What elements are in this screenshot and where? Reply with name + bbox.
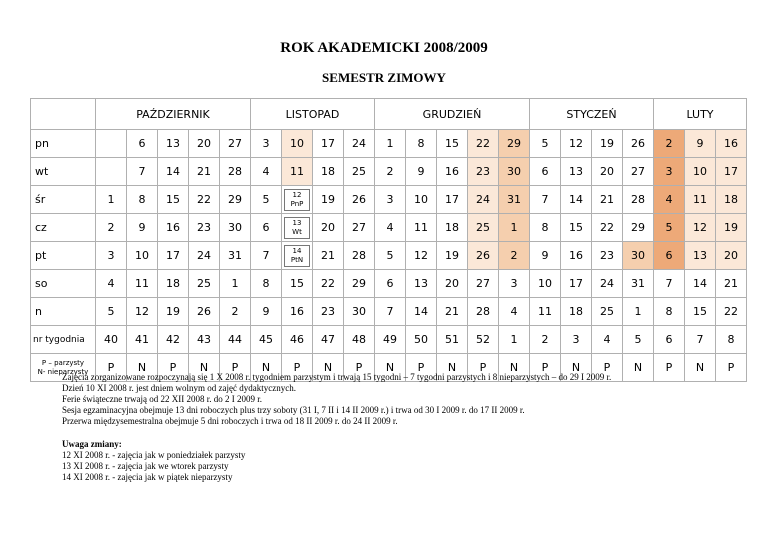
day-cell: 24	[189, 242, 220, 270]
day-cell: 52	[468, 326, 499, 354]
day-cell: 11	[685, 186, 716, 214]
day-cell: 31	[623, 270, 654, 298]
day-cell: P	[220, 354, 251, 382]
day-cell: 19	[437, 242, 468, 270]
day-cell: N	[313, 354, 344, 382]
day-cell: 19	[592, 130, 623, 158]
day-cell: 18	[716, 186, 747, 214]
day-cell: N	[375, 354, 406, 382]
day-cell: 16	[158, 214, 189, 242]
day-cell: 10	[530, 270, 561, 298]
day-cell: 26	[468, 242, 499, 270]
day-cell: P	[96, 354, 127, 382]
day-cell: N	[685, 354, 716, 382]
day-cell: 3	[251, 130, 282, 158]
day-cell: 47	[313, 326, 344, 354]
day-cell: 31	[220, 242, 251, 270]
day-cell: 22	[313, 270, 344, 298]
day-cell: 28	[468, 298, 499, 326]
day-cell: 13	[158, 130, 189, 158]
day-cell: 9	[251, 298, 282, 326]
day-cell: 1	[623, 298, 654, 326]
day-cell: 24	[592, 270, 623, 298]
day-cell: 15	[437, 130, 468, 158]
row-label: nr tygodnia	[31, 326, 96, 354]
day-cell: 5	[654, 214, 685, 242]
day-cell: 4	[251, 158, 282, 186]
change-line: 12 XI 2008 r. - zajęcia jak w poniedziałek parzysty	[62, 450, 246, 460]
day-cell: 15	[282, 270, 313, 298]
day-cell: 23	[468, 158, 499, 186]
day-cell: 6	[654, 242, 685, 270]
day-cell: N	[127, 354, 158, 382]
day-cell: 17	[313, 130, 344, 158]
day-cell: 8	[530, 214, 561, 242]
calendar-row	[31, 326, 747, 354]
day-cell: 17	[561, 270, 592, 298]
day-cell	[282, 186, 313, 214]
day-cell: 23	[313, 298, 344, 326]
page-title: ROK AKADEMICKI 2008/2009	[280, 40, 488, 56]
day-cell: 6	[251, 214, 282, 242]
day-cell: 4	[654, 186, 685, 214]
day-cell: 6	[654, 326, 685, 354]
day-cell: 19	[313, 186, 344, 214]
notes-section	[62, 372, 752, 483]
day-cell: 9	[406, 158, 437, 186]
day-cell: 45	[251, 326, 282, 354]
day-cell: P	[468, 354, 499, 382]
day-cell: 21	[189, 158, 220, 186]
day-cell: 7	[251, 242, 282, 270]
calendar-row	[31, 298, 747, 326]
calendar-row	[31, 270, 747, 298]
month-header: STYCZEŃ	[530, 99, 654, 130]
day-cell: 15	[561, 214, 592, 242]
day-cell: 49	[375, 326, 406, 354]
note-line: Przerwa międzysemestralna obejmuje 5 dni roboczych i trwa od 18 II 2009 r. do 24 II 2009 r.	[62, 416, 398, 426]
day-cell: 16	[437, 158, 468, 186]
day-cell: 26	[623, 130, 654, 158]
day-cell: 14	[158, 158, 189, 186]
day-cell: 27	[344, 214, 375, 242]
changed-day-number: 14	[292, 246, 302, 255]
day-cell: P	[406, 354, 437, 382]
day-cell: 4	[592, 326, 623, 354]
day-cell: 48	[344, 326, 375, 354]
day-cell: 20	[437, 270, 468, 298]
day-cell: P	[592, 354, 623, 382]
day-cell: 25	[592, 298, 623, 326]
day-cell: 20	[189, 130, 220, 158]
day-cell: 2	[499, 242, 530, 270]
day-cell: 21	[437, 298, 468, 326]
changed-day-number: 12	[292, 190, 302, 199]
day-cell: 25	[189, 270, 220, 298]
day-cell: 30	[220, 214, 251, 242]
calendar-row	[31, 242, 747, 270]
day-cell: 10	[685, 158, 716, 186]
day-cell: 17	[716, 158, 747, 186]
day-cell	[96, 158, 127, 186]
day-cell: 17	[158, 242, 189, 270]
day-cell: 3	[499, 270, 530, 298]
calendar-table	[30, 98, 747, 382]
changed-day-number: 13	[292, 218, 302, 227]
day-cell: 13	[561, 158, 592, 186]
day-cell: 3	[561, 326, 592, 354]
day-cell: 26	[189, 298, 220, 326]
changed-day-box	[284, 217, 310, 239]
day-cell: 3	[375, 186, 406, 214]
day-cell: 22	[592, 214, 623, 242]
calendar-row	[31, 158, 747, 186]
day-cell: 5	[96, 298, 127, 326]
row-label: pt	[31, 242, 96, 270]
row-label: so	[31, 270, 96, 298]
day-cell: P	[282, 354, 313, 382]
day-cell: 4	[375, 214, 406, 242]
day-cell: 6	[127, 130, 158, 158]
month-header: LUTY	[654, 99, 747, 130]
day-cell: 14	[406, 298, 437, 326]
day-cell: 16	[282, 298, 313, 326]
day-cell: 3	[96, 242, 127, 270]
day-cell: 7	[654, 270, 685, 298]
day-cell: 10	[282, 130, 313, 158]
month-header-row	[31, 99, 747, 130]
day-cell: 3	[654, 158, 685, 186]
changed-day-box	[284, 245, 310, 267]
day-cell: 14	[561, 186, 592, 214]
day-cell: 22	[189, 186, 220, 214]
day-cell: 29	[344, 270, 375, 298]
day-cell	[282, 214, 313, 242]
day-cell: 25	[344, 158, 375, 186]
day-cell: 8	[654, 298, 685, 326]
day-cell: N	[251, 354, 282, 382]
day-cell: N	[499, 354, 530, 382]
changes-title: Uwaga zmiany:	[62, 439, 122, 449]
day-cell: 30	[623, 242, 654, 270]
day-cell: 8	[406, 130, 437, 158]
row-label: P – parzysty N- nieparzysty	[31, 354, 96, 382]
calendar-row	[31, 186, 747, 214]
day-cell: 16	[716, 130, 747, 158]
day-cell: 12	[685, 214, 716, 242]
day-cell: 1	[499, 326, 530, 354]
day-cell: P	[716, 354, 747, 382]
corner-cell	[31, 99, 96, 130]
semester-subtitle: SEMESTR ZIMOWY	[322, 70, 446, 85]
row-label: pn	[31, 130, 96, 158]
day-cell: 8	[127, 186, 158, 214]
day-cell: 13	[685, 242, 716, 270]
day-cell: 21	[592, 186, 623, 214]
day-cell: 2	[96, 214, 127, 242]
day-cell: 7	[127, 158, 158, 186]
day-cell: 20	[313, 214, 344, 242]
day-cell: 2	[220, 298, 251, 326]
changed-day-code: PnP	[290, 199, 304, 208]
changed-day-box	[284, 189, 310, 211]
day-cell: P	[530, 354, 561, 382]
day-cell: 2	[375, 158, 406, 186]
change-line: 13 XI 2008 r. - zajęcia jak we wtorek parzysty	[62, 461, 229, 471]
day-cell: 2	[530, 326, 561, 354]
day-cell: 11	[282, 158, 313, 186]
day-cell: 11	[127, 270, 158, 298]
day-cell: 14	[685, 270, 716, 298]
day-cell: 11	[406, 214, 437, 242]
day-cell: 12	[561, 130, 592, 158]
note-line: Zajęcia zorganizowane rozpoczynają się 1 X 2008 r. tygodniem parzystym i trwają 15 tygodni – 7 tygodni parzystych i 8 nieparzystych – do 29 I 2009 r.	[62, 372, 612, 382]
day-cell: 41	[127, 326, 158, 354]
day-cell: 27	[623, 158, 654, 186]
day-cell: 29	[220, 186, 251, 214]
day-cell: 1	[499, 214, 530, 242]
day-cell: 28	[623, 186, 654, 214]
day-cell: 7	[530, 186, 561, 214]
day-cell: P	[654, 354, 685, 382]
day-cell: 9	[530, 242, 561, 270]
row-label: wt	[31, 158, 96, 186]
changed-day-code: Wt	[292, 227, 302, 236]
day-cell: 1	[96, 186, 127, 214]
changed-day-code: PtN	[290, 255, 304, 264]
note-line: Dzień 10 XI 2008 r. jest dniem wolnym od zajęć dydaktycznych.	[62, 383, 296, 393]
day-cell: 23	[592, 242, 623, 270]
day-cell: 22	[716, 298, 747, 326]
day-cell: 5	[375, 242, 406, 270]
day-cell: 20	[716, 242, 747, 270]
day-cell: 21	[716, 270, 747, 298]
day-cell: 24	[468, 186, 499, 214]
change-line: 14 XI 2008 r. - zajęcia jak w piątek nieparzysty	[62, 472, 233, 482]
day-cell: 51	[437, 326, 468, 354]
day-cell: 5	[623, 326, 654, 354]
day-cell: 6	[530, 158, 561, 186]
day-cell: 10	[127, 242, 158, 270]
month-header: GRUDZIEŃ	[375, 99, 530, 130]
day-cell: 15	[685, 298, 716, 326]
day-cell: 19	[716, 214, 747, 242]
day-cell: 26	[344, 186, 375, 214]
day-cell: N	[561, 354, 592, 382]
day-cell: 29	[623, 214, 654, 242]
day-cell: 19	[158, 298, 189, 326]
day-cell: 21	[313, 242, 344, 270]
row-label: śr	[31, 186, 96, 214]
day-cell: 4	[499, 298, 530, 326]
day-cell: 16	[561, 242, 592, 270]
day-cell: 2	[654, 130, 685, 158]
day-cell: 4	[96, 270, 127, 298]
day-cell: 18	[437, 214, 468, 242]
day-cell: N	[189, 354, 220, 382]
day-cell: 28	[220, 158, 251, 186]
day-cell: 7	[375, 298, 406, 326]
day-cell: 42	[158, 326, 189, 354]
row-label: cz	[31, 214, 96, 242]
month-header: PAŹDZIERNIK	[96, 99, 251, 130]
day-cell: 29	[499, 130, 530, 158]
day-cell: 17	[437, 186, 468, 214]
day-cell: 18	[313, 158, 344, 186]
day-cell: 50	[406, 326, 437, 354]
day-cell: 12	[127, 298, 158, 326]
day-cell	[282, 242, 313, 270]
day-cell: 18	[561, 298, 592, 326]
day-cell: 8	[251, 270, 282, 298]
day-cell: 1	[375, 130, 406, 158]
day-cell: 46	[282, 326, 313, 354]
day-cell: 18	[158, 270, 189, 298]
day-cell: N	[623, 354, 654, 382]
day-cell: 28	[344, 242, 375, 270]
day-cell: 10	[406, 186, 437, 214]
row-label: n	[31, 298, 96, 326]
day-cell: 20	[592, 158, 623, 186]
day-cell: 27	[468, 270, 499, 298]
day-cell: 31	[499, 186, 530, 214]
day-cell: 43	[189, 326, 220, 354]
day-cell: 1	[220, 270, 251, 298]
day-cell	[96, 130, 127, 158]
calendar-row	[31, 214, 747, 242]
month-header: LISTOPAD	[251, 99, 375, 130]
note-line: Ferie świąteczne trwają od 22 XII 2008 r. do 2 I 2009 r.	[62, 394, 262, 404]
day-cell: 12	[406, 242, 437, 270]
day-cell: 40	[96, 326, 127, 354]
day-cell: 7	[685, 326, 716, 354]
day-cell: 5	[251, 186, 282, 214]
day-cell: 11	[530, 298, 561, 326]
day-cell: 23	[189, 214, 220, 242]
day-cell: 13	[406, 270, 437, 298]
day-cell: 30	[499, 158, 530, 186]
day-cell: 15	[158, 186, 189, 214]
day-cell: 24	[344, 130, 375, 158]
day-cell: 44	[220, 326, 251, 354]
day-cell: P	[158, 354, 189, 382]
day-cell: 5	[530, 130, 561, 158]
day-cell: 30	[344, 298, 375, 326]
note-line: Sesja egzaminacyjna obejmuje 13 dni roboczych plus trzy soboty (31 I, 7 II i 14 II 2009 r.) i trwa od 30 I 2009 r. do 17 II 2009 r.	[62, 405, 525, 415]
day-cell: 9	[127, 214, 158, 242]
day-cell: P	[344, 354, 375, 382]
day-cell: 9	[685, 130, 716, 158]
day-cell: 25	[468, 214, 499, 242]
day-cell: 6	[375, 270, 406, 298]
day-cell: 22	[468, 130, 499, 158]
day-cell: 8	[716, 326, 747, 354]
day-cell: 27	[220, 130, 251, 158]
day-cell: N	[437, 354, 468, 382]
calendar-row	[31, 130, 747, 158]
